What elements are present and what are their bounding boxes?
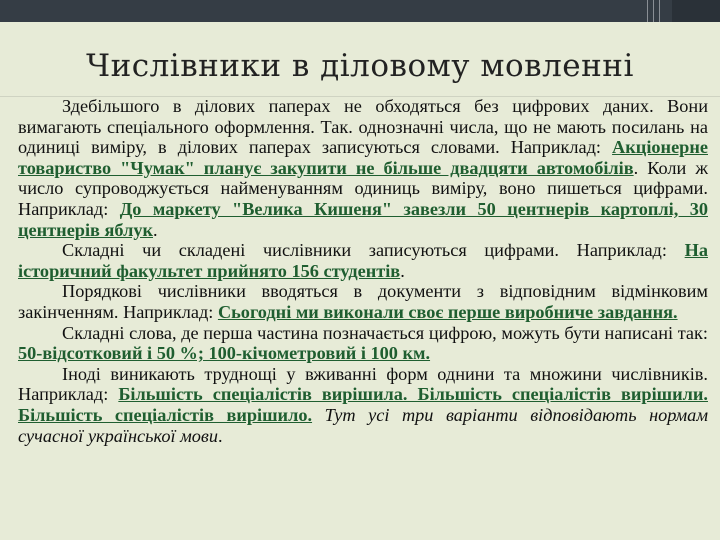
paragraph-text: . xyxy=(400,260,405,281)
example-text: Більшість спеціалістів вирішила. Більшість спеціалістів вирішили. Більшість спеціалістів вирішило. xyxy=(18,384,708,425)
header-stripe xyxy=(653,0,654,22)
paragraph xyxy=(18,323,708,364)
example-text: До маркету "Велика Кишеня" завезли 50 центнерів картоплі, 30 центнерів яблук xyxy=(18,198,709,240)
paragraph xyxy=(18,96,708,240)
note-text: Тут усі три варіанти відповідають нормам сучасної української мови xyxy=(18,404,708,446)
header-bar-accent xyxy=(672,0,720,22)
paragraph xyxy=(18,364,708,446)
paragraph-text: . xyxy=(218,425,223,446)
paragraph xyxy=(18,240,708,281)
paragraph-text: . Коли ж число супроводжується найменуванням одиниць виміру, воно пишеться цифрами. Наприклад: xyxy=(18,157,708,219)
paragraph xyxy=(18,281,708,322)
header-stripe xyxy=(659,0,660,22)
slide-title: Числівники в діловому мовленні xyxy=(86,48,634,84)
paragraph-text: Іноді виникають труднощі у вживанні форм однини та множини числівників. Наприклад: xyxy=(18,363,708,405)
paragraph-text: Складні чи складені числівники записуються цифрами. Наприклад: xyxy=(62,240,685,261)
example-text: Акціонерне товариство "Чумак" планує закупити не більше двадцяти автомобілів xyxy=(18,137,708,178)
paragraph-text: . xyxy=(153,219,158,240)
slide-body xyxy=(18,96,708,446)
header-stripe xyxy=(647,0,648,22)
example-text: 50-відсотковий і 50 %; 100-кічометровий і 100 км. xyxy=(18,343,431,364)
example-text: На історичний факультет прийнято 156 студентів xyxy=(18,240,708,281)
paragraph-text: Складні слова, де перша частина позначається цифрою, можуть бути написані так: xyxy=(62,322,708,343)
header-bar xyxy=(0,0,720,22)
paragraph-text: Порядкові числівники вводяться в документи з відповідним відмінковим закінченням. Наприклад: xyxy=(18,281,708,322)
example-text: Сьогодні ми виконали своє перше виробниче завдання. xyxy=(217,301,678,322)
paragraph-text: Здебільшого в ділових паперах не обходяться без цифрових даних. Вони вимагають спеціального оформлення. Так. однозначні числа, що не мають посилань на одиниці виміру, в ділових паперах записуються словами. Наприклад: xyxy=(18,96,708,158)
